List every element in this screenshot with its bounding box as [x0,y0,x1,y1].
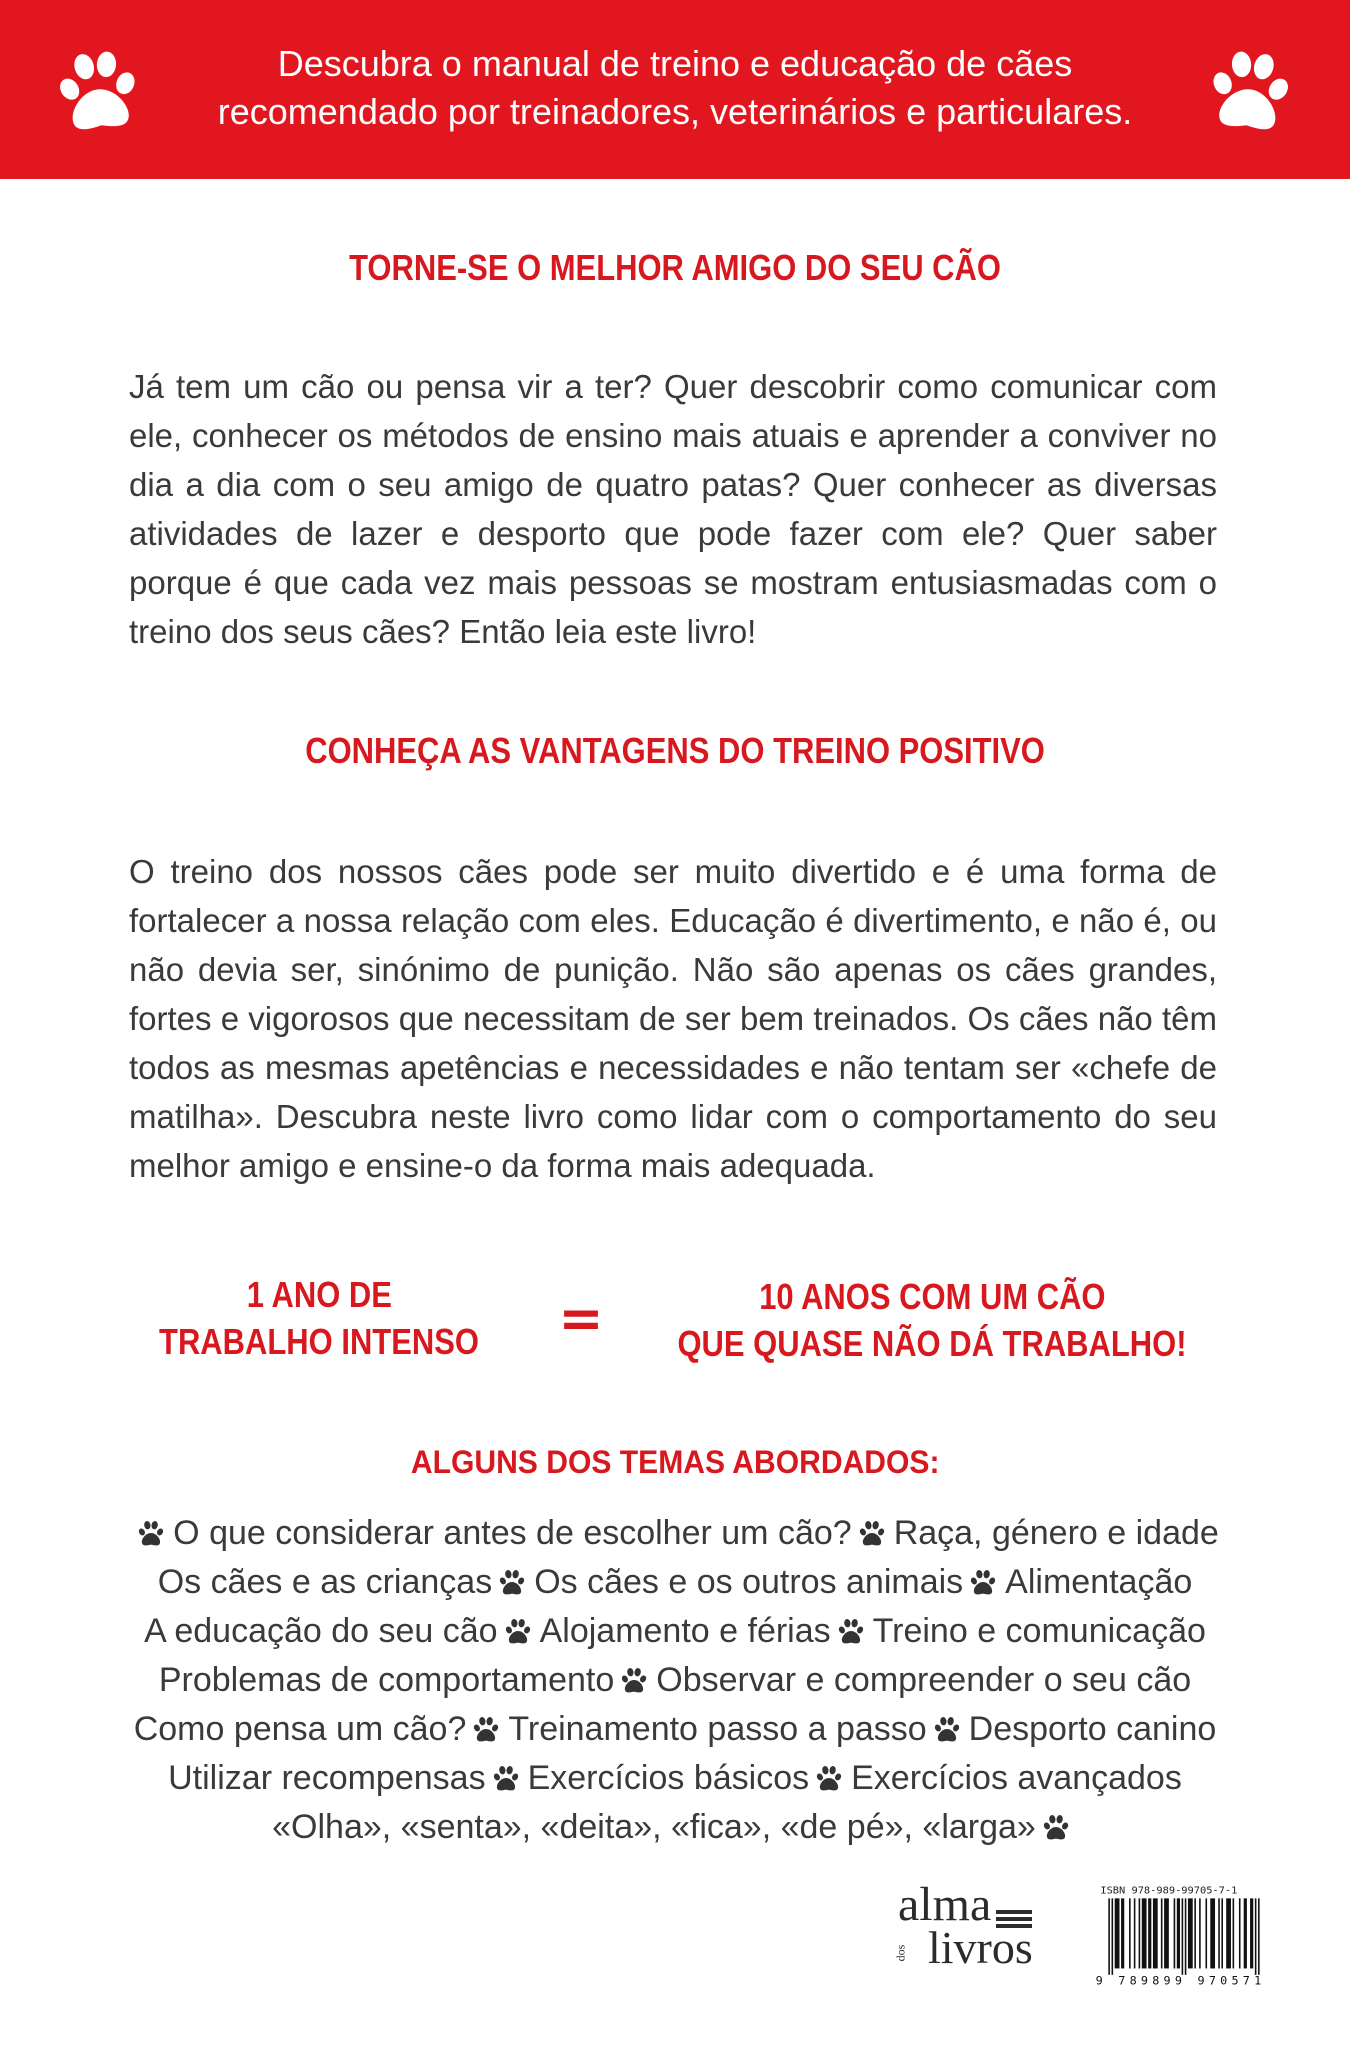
topic-line [0,1558,1350,1607]
topic-item: Observar e compreender o seu cão [656,1661,1192,1699]
barcode-bar [1226,1898,1231,1968]
barcode-bar [1182,1898,1184,1974]
topic-line [0,1509,1350,1558]
barcode-bar [1112,1898,1114,1974]
equals-sign: = [558,1287,604,1350]
barcode-bar [1108,1898,1110,1974]
topic-line [0,1607,1350,1656]
topics-title-text: ALGUNS DOS TEMAS ABORDADOS: [410,1444,940,1480]
topic-item: Problemas de comportamento [158,1661,615,1699]
topic-item: Os cães e as crianças [157,1563,493,1601]
header-tagline-line: recomendado por treinadores, veterinários e particulares. [217,91,1133,132]
barcode-bar [1185,1898,1187,1974]
topic-item: Exercícios avançados [851,1759,1182,1797]
paw-icon [1043,1814,1069,1841]
logo-bar [996,1917,1032,1921]
barcode-bar [1218,1898,1220,1968]
topic-item: Como pensa um cão? [133,1710,467,1748]
logo-second-text: livros [928,1922,1033,1973]
topics-list [0,1509,1350,1852]
topic-item: Utilizar recompensas [168,1759,486,1797]
barcode-bar [1153,1898,1158,1968]
barcode-bar [1210,1898,1215,1968]
topic-line [0,1754,1350,1803]
barcode-bar [1121,1898,1124,1968]
barcode-bar [1164,1898,1169,1968]
paw-icon [473,1716,499,1743]
equation-line [119,1271,519,1318]
body-paragraph: O treino dos nossos cães pode ser muito divertido e é uma forma de fortalecer a nossa relação com eles. Educação é divertimento, e não é, ou não devia ser, sinónimo de punição. Não são apenas os cães grandes, fortes e vigorosos que necessitam de ser bem treinados. Os cães não têm todos as mesmas apetências e necessidades e não tentam ser «chefe de matilha». Descubra neste livro como lidar com o comportamento do seu melhor amigo e ensine-o da forma mais adequada. [129,853,1217,1184]
header-banner [0,0,1350,179]
topic-item: Alojamento e férias [539,1612,831,1650]
section-heading-text: CONHEÇA AS VANTAGENS DO TREINO POSITIVO [305,730,1045,771]
topic-item: Treino e comunicação [872,1612,1206,1650]
paw-icon [1206,42,1295,140]
topic-line [0,1656,1350,1705]
barcode-bar [1188,1898,1193,1968]
paw-icon [499,1569,525,1596]
paw-icon [505,1618,531,1645]
equation-text: 1 ANO DE [246,1274,392,1315]
barcode-bar [1161,1898,1163,1968]
paw-icon [138,1520,164,1547]
section-heading-text: TORNE-SE O MELHOR AMIGO DO SEU CÃO [349,247,1001,288]
logo-small-text: dos [893,1944,908,1962]
topic-item: O que considerar antes de escolher um cão? [173,1514,852,1552]
topic-item: «Olha», «senta», «deita», «fica», «de pé», «larga» [272,1808,1036,1846]
equation-line [119,1318,519,1365]
paw-icon [970,1569,996,1596]
barcode-bar [1258,1898,1260,1974]
body-paragraph: Já tem um cão ou pensa vir a ter? Quer descobrir como comunicar com ele, conhecer os métodos de ensino mais atuais e aprender a conviver no dia a dia com o seu amigo de quatro patas? Quer conhecer as diversas atividades de lazer e desporto que pode fazer com ele? Quer saber porque é que cada vez mais pessoas se mostram entusiasmadas com o treino dos seus cães? Então leia este livro! [129,368,1217,650]
equation-line [612,1320,1252,1367]
topic-item: Os cães e os outros animais [534,1563,964,1601]
header-tagline [0,40,1350,136]
equation-text: 10 ANOS COM UM CÃO [758,1276,1106,1317]
barcode-bar [1221,1898,1223,1968]
topic-item: A educação do seu cão [144,1612,498,1650]
barcode-bar [1134,1898,1136,1968]
logo-main-text: alma [898,1878,992,1931]
paw-icon [621,1667,647,1694]
topic-line [0,1705,1350,1754]
paw-icon [934,1716,960,1743]
barcode-bar [1177,1898,1180,1968]
barcode-bar [1194,1898,1196,1968]
equation-right [612,1273,1252,1367]
barcode-bar [1129,1898,1131,1968]
header-tagline-line: Descubra o manual de treino e educação de cães [277,43,1073,84]
isbn-barcode [1094,1884,1266,1986]
barcode-bar [1174,1898,1176,1968]
isbn-label: ISBN 978-989-99705-7-1 [1100,1885,1238,1897]
topic-item: Desporto canino [968,1710,1217,1748]
paw-icon [859,1520,885,1547]
paw-icon [493,1765,519,1792]
topic-item: Exercícios básicos [527,1759,810,1797]
barcode-bars [1108,1898,1259,1974]
topic-line [0,1803,1350,1852]
barcode-bar [1148,1898,1151,1968]
topics-title [0,1442,1350,1482]
paw-icon [816,1765,842,1792]
equation-line [612,1273,1252,1320]
section-heading [0,248,1350,288]
barcode-bar [1115,1898,1120,1968]
barcode-bar [1139,1898,1141,1968]
equation-text: QUE QUASE NÃO DÁ TRABALHO! [677,1323,1187,1364]
barcode-bar [1250,1898,1253,1968]
topic-item: Treinamento passo a passo [508,1710,927,1748]
paw-icon [838,1618,864,1645]
publisher-logo [893,1878,1038,1977]
equation-text: TRABALHO INTENSO [159,1321,479,1362]
logo-bar [996,1910,1032,1914]
topic-item: Raça, género e idade [893,1514,1219,1552]
equation-left [119,1271,519,1365]
barcode-bar [1244,1898,1247,1968]
section-heading [0,731,1350,771]
barcode-bar [1199,1898,1201,1968]
barcode-bar [1239,1898,1241,1968]
barcode-bar [1205,1898,1207,1968]
barcode-bar [1255,1898,1257,1974]
barcode-number: 9 789899 970571 [1095,1973,1262,1986]
barcode-bar [1142,1898,1147,1968]
topic-item: Alimentação [1005,1563,1193,1601]
barcode-bar [1233,1898,1235,1968]
